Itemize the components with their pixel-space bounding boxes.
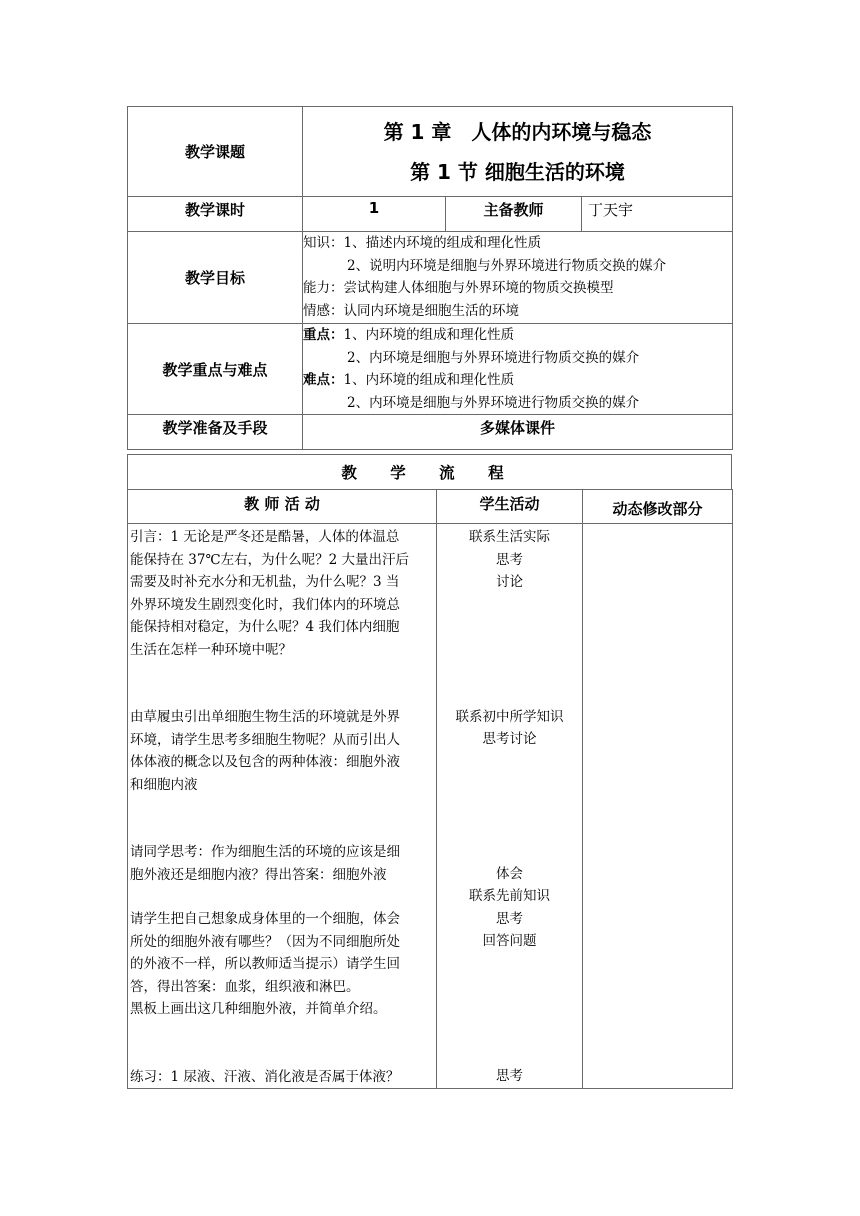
goals-cell: [303, 232, 733, 324]
hours-label: 教学课时: [128, 197, 303, 232]
focus-tag: 重点：: [303, 327, 344, 343]
keypoints-label: 教学重点与难点: [128, 324, 303, 415]
modify-cell: [583, 524, 733, 1089]
teacher-line: 练习：1 尿液、汗液、消化液是否属于体液？: [130, 1068, 400, 1085]
teacher-line: 由草履虫引出单细胞生物生活的环境就是外界: [130, 709, 400, 725]
student-line: 思考: [496, 910, 523, 927]
student-line: 思考: [496, 1067, 523, 1084]
student-line: 联系先前知识: [469, 888, 550, 904]
topic-label: 教学课题: [128, 107, 303, 197]
teacher-label: 主备教师: [446, 197, 582, 232]
flow-title-table: [127, 454, 732, 490]
teacher-line: 引言：1 无论是严冬还是酷暑，人体的体温总: [130, 529, 400, 545]
chapter-title: 第 1 章 人体的内环境与稳态: [383, 119, 652, 144]
teacher-line: 外界环境发生剧烈变化时，我们体内的环境总: [130, 596, 400, 613]
flow-activities-table: [127, 489, 733, 1089]
goal-line: 2、说明内环境是细胞与外界环境进行物质交换的媒介: [347, 257, 667, 274]
teacher-line: 和细胞内液: [130, 776, 198, 793]
focus-item: 1、内环境的组成和理化性质: [343, 327, 515, 343]
student-line: 思考讨论: [482, 731, 537, 747]
student-activities-cell: [437, 524, 583, 1089]
teacher-line: 答，得出答案：血浆，组织液和淋巴。: [130, 978, 360, 995]
teacher-line: 需要及时补充水分和无机盐，为什么呢？3 当: [130, 574, 400, 590]
teacher-line: 请学生把自己想象成身体里的一个细胞，体会: [130, 911, 400, 927]
difficulty-item: 1、内环境的组成和理化性质: [343, 372, 515, 388]
teacher-line: 环境，请学生思考多细胞生物呢？从而引出人: [130, 731, 400, 748]
section-title: 第 1 节 细胞生活的环境: [410, 159, 625, 184]
focus-item: 2、内环境是细胞与外界环境进行物质交换的媒介: [347, 349, 640, 366]
teacher-name: 丁天宇: [582, 197, 733, 232]
student-line: 思考: [496, 551, 523, 568]
col-modify-header: 动态修改部分: [583, 490, 733, 524]
goals-label: 教学目标: [128, 232, 303, 324]
keypoints-cell: [303, 324, 733, 415]
teacher-line: 黑板上画出这几种细胞外液，并简单介绍。: [130, 1001, 387, 1017]
student-line: 联系初中所学知识: [455, 708, 564, 725]
lesson-header-table: [127, 106, 733, 450]
teacher-line: 请同学思考：作为细胞生活的环境的应该是细: [130, 844, 400, 860]
col-teacher-header: 教 师 活 动: [128, 490, 437, 524]
teacher-activities-cell: [128, 524, 437, 1089]
flow-title: 教 学 流 程: [128, 455, 732, 490]
teacher-line: 胞外液还是细胞内液？得出答案：细胞外液: [130, 866, 387, 883]
student-line: 联系生活实际: [469, 529, 550, 545]
topic-cell: [303, 107, 733, 197]
student-line: 回答问题: [482, 933, 537, 949]
goal-line: 情感：认同内环境是细胞生活的环境: [303, 302, 519, 319]
teacher-line: 能保持相对稳定，为什么呢？4 我们体内细胞: [130, 619, 400, 635]
hours-value: 1: [303, 197, 446, 232]
teacher-line: 所处的细胞外液有哪些？（因为不同细胞所处: [130, 933, 400, 950]
difficulty-tag: 难点：: [303, 372, 344, 388]
goal-line: 知识：1、描述内环境的组成和理化性质: [303, 235, 542, 251]
teacher-line: 能保持在 37℃左右，为什么呢？2 大量出汗后: [130, 551, 409, 568]
goal-line: 能力：尝试构建人体细胞与外界环境的物质交换模型: [303, 280, 614, 296]
teacher-line: 体体液的概念以及包含的两种体液：细胞外液: [130, 754, 400, 770]
student-line: 讨论: [496, 574, 523, 590]
student-line: 体会: [496, 865, 523, 882]
col-student-header: 学生活动: [437, 490, 583, 524]
teacher-line: 的外液不一样，所以教师适当提示）请学生回: [130, 956, 400, 972]
prep-label: 教学准备及手段: [128, 415, 303, 450]
prep-value: 多媒体课件: [303, 415, 733, 450]
teacher-line: 生活在怎样一种环境中呢？: [130, 641, 292, 658]
difficulty-item: 2、内环境是细胞与外界环境进行物质交换的媒介: [347, 394, 640, 411]
